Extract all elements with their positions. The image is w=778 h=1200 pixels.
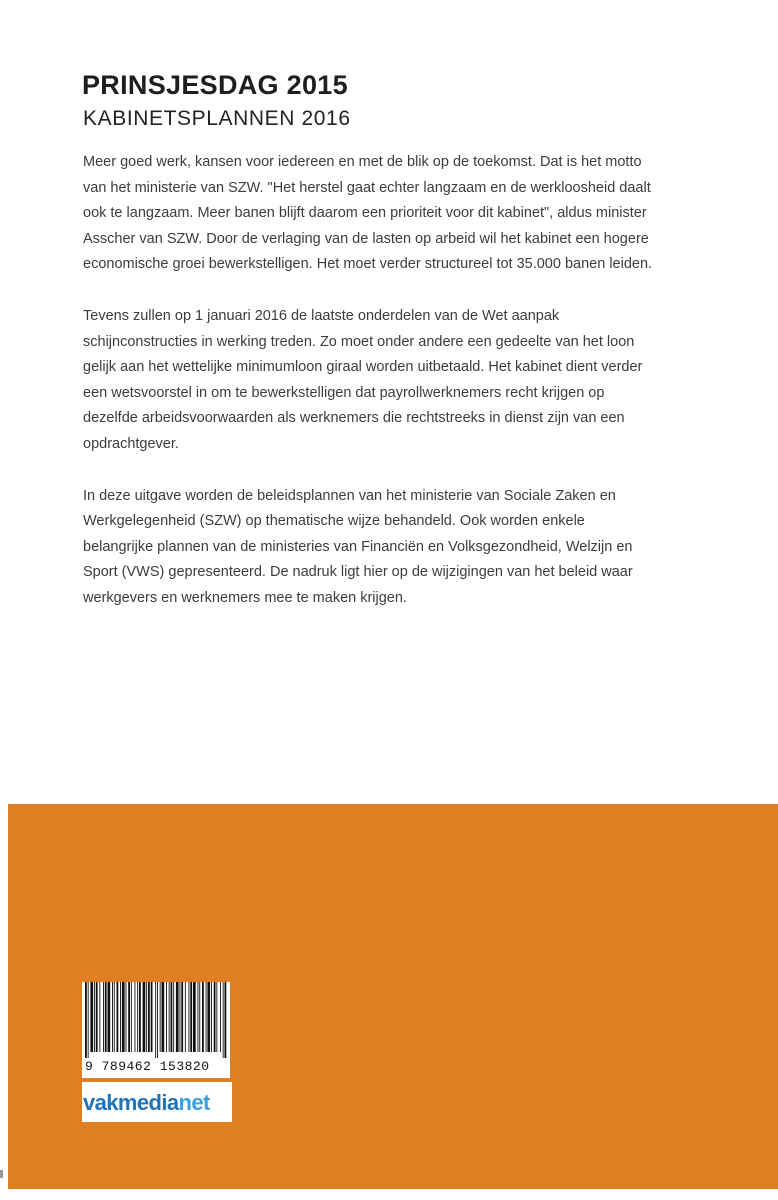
barcode-bar	[137, 982, 138, 1052]
barcode-bar	[171, 982, 173, 1052]
barcode-bar	[122, 982, 125, 1052]
barcode-bar	[169, 982, 170, 1052]
barcode-bar	[220, 982, 221, 1052]
barcode-bar	[105, 982, 107, 1052]
barcode-bar	[108, 982, 111, 1052]
barcode-bar	[103, 982, 104, 1052]
barcode-bar	[190, 982, 192, 1052]
isbn-number: 9 789462 153820	[85, 1059, 210, 1074]
barcode-bar	[96, 982, 98, 1052]
barcode-bar	[157, 982, 158, 1058]
barcode-bar	[131, 982, 132, 1052]
publisher-name-part2: net	[178, 1090, 210, 1115]
barcode-bar	[166, 982, 167, 1052]
barcode-bar	[189, 982, 190, 1052]
barcode-bar	[148, 982, 150, 1052]
publisher-logo	[82, 1082, 232, 1122]
barcode-bar	[162, 982, 165, 1052]
barcode-bar	[90, 982, 93, 1052]
barcode-bar	[199, 982, 200, 1052]
barcode-bar	[120, 982, 121, 1052]
barcode-bar	[181, 982, 183, 1052]
cover-subtitle: KABINETSPLANNEN 2016	[83, 107, 351, 130]
barcode-bar	[223, 982, 224, 1058]
publisher-name-part1: vakmedia	[83, 1090, 179, 1115]
barcode-bar	[114, 982, 115, 1052]
barcode-bar	[139, 982, 141, 1052]
blurb-text	[83, 150, 653, 638]
barcode-bar	[185, 982, 186, 1052]
barcode-bar	[198, 982, 199, 1052]
barcode-bar	[176, 982, 179, 1052]
barcode-bar	[117, 982, 119, 1052]
blurb-paragraph-1: Meer goed werk, kansen voor iedereen en met de blik op de toekomst. Dat is het motto van het ministerie van SZW. "Het herstel gaat echter langzaam en de werkloosheid daalt ook te langzaam. Meer banen blijft daarom een prioriteit voor dit kabinet", aldus minister Asscher van SZW. Door de verlaging van de lasten op arbeid wil het kabinet een hogere economische groei bewerkstelligen. Het moet verder structureel tot 35.000 banen leiden.	[83, 154, 653, 273]
barcode-bar	[85, 982, 87, 1058]
barcode-bar	[155, 982, 156, 1058]
barcode-bar	[180, 982, 181, 1052]
barcode-bar	[214, 982, 216, 1052]
barcode-bar	[173, 982, 174, 1052]
barcode-bar	[207, 982, 210, 1052]
barcode-bar	[128, 982, 130, 1052]
barcode	[82, 982, 230, 1078]
barcode-bar	[94, 982, 95, 1052]
barcode-bar	[126, 982, 127, 1052]
barcode-bar	[206, 982, 207, 1052]
barcode-bar	[99, 982, 100, 1052]
barcode-bar	[88, 982, 89, 1058]
barcode-bar	[151, 982, 153, 1052]
blurb-paragraph-2: Tevens zullen op 1 januari 2016 de laatste onderdelen van de Wet aanpak schijnconstructies in werking treden. Zo moet onder andere een gedeelte van het loon gelijk aan het wettelijke minimumloon giraal worden uitbetaald. Het kabinet dient verder een wetsvoorstel in om te bewerkstelligen dat payrollwerknemers recht krijgen op dezelfde arbeidsvoorwaarden als werknemers die rechtstreeks in dienst zijn van een opdrachtgever.	[83, 307, 643, 452]
barcode-bar	[135, 982, 136, 1052]
edge-mark	[0, 1170, 3, 1178]
barcode-bar	[146, 982, 147, 1052]
barcode-bar	[216, 982, 217, 1052]
blurb-paragraph-3: In deze uitgave worden de beleidsplannen van het ministerie van Sociale Zaken en Werkgelegenheid (SZW) op thematische wijze behandeld. Ook worden enkele belangrijke plannen van de ministeries van Financiën en Volksgezondheid, Welzijn en Sport (VWS) gepresenteerd. De nadruk ligt hier op de wijzigingen van het beleid waar werkgevers en werknemers mee te maken krijgen.	[83, 487, 633, 606]
barcode-bar	[193, 982, 196, 1052]
cover-title: PRINSJESDAG 2015	[82, 70, 348, 100]
barcode-bar	[211, 982, 212, 1052]
barcode-bar	[112, 982, 113, 1052]
barcode-icon	[85, 982, 227, 1058]
barcode-bar	[160, 982, 161, 1052]
barcode-bar	[225, 982, 227, 1058]
barcode-bar	[143, 982, 146, 1052]
barcode-bar	[202, 982, 204, 1052]
